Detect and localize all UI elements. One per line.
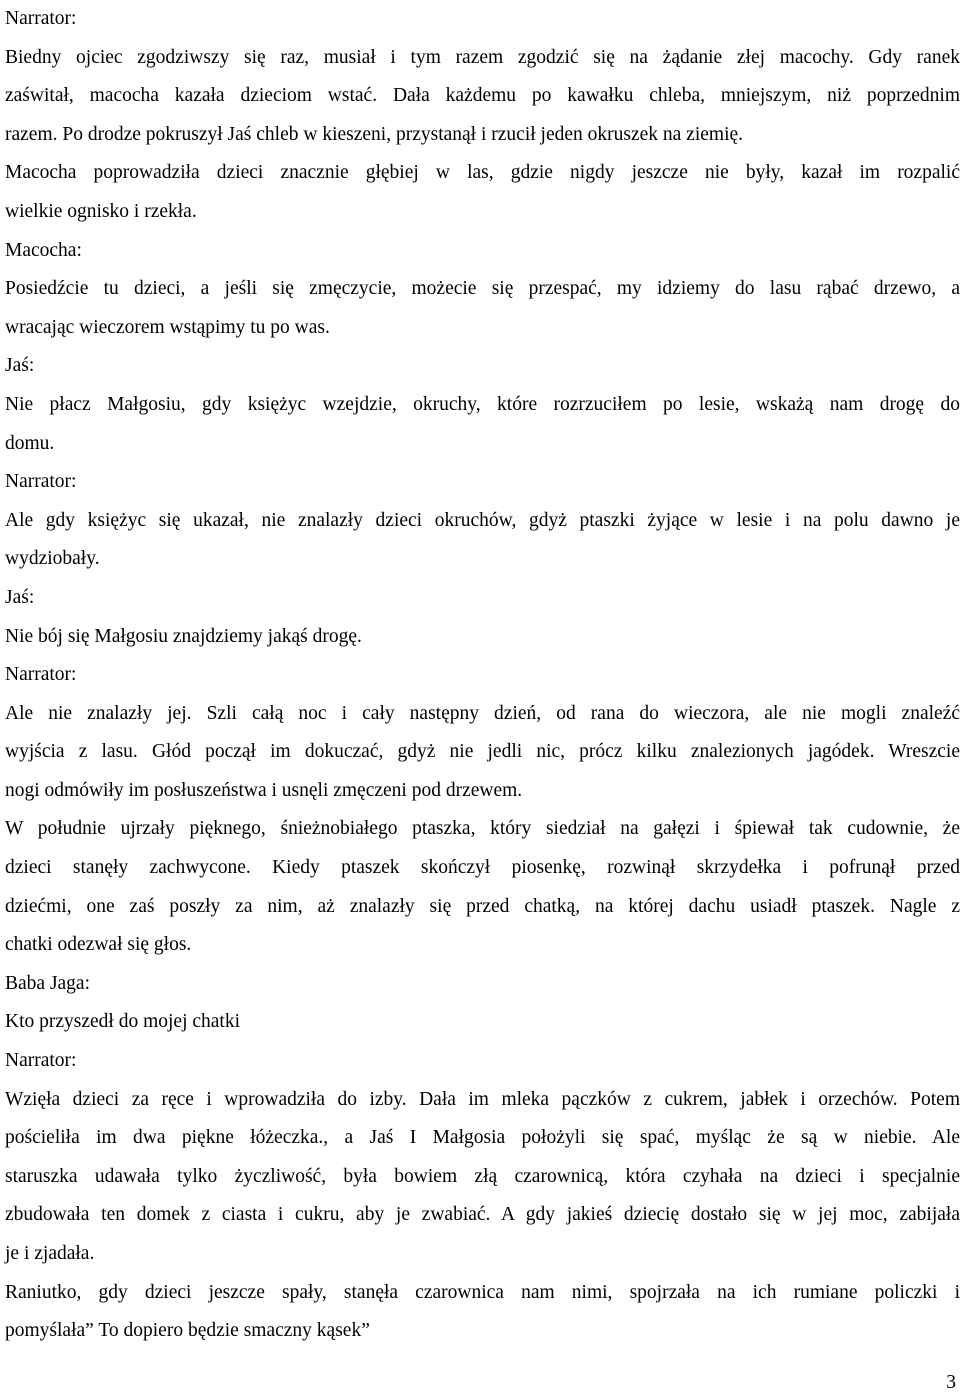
text-line: Ale nie znalazły jej. Szli całą noc i cały następny dzień, od rana do wieczora, ale nie mogli znaleźć: [5, 702, 960, 724]
text-line: wracając wieczorem wstąpimy tu po was.: [5, 316, 330, 338]
text-line: chatki odezwał się głos.: [5, 934, 192, 956]
text-line: wielkie ognisko i rzekła.: [5, 200, 197, 222]
speaker-label: Narrator:: [5, 8, 77, 29]
speaker-label: Jaś:: [5, 355, 35, 377]
text-line: pościeliła im dwa piękne łóżeczka., a Jaś I Małgosia położyli się spać, myśląc że są w niebie. Ale: [5, 1127, 960, 1149]
text-line: nogi odmówiły im posłuszeństwa i usnęli zmęczeni pod drzewem.: [5, 779, 523, 801]
text-line: wyjścia z lasu. Głód począł im dokuczać, gdyż nie jedli nic, prócz kilku znalezionych jagódek. Wreszcie: [5, 741, 960, 763]
text-line: zbudowała ten domek z ciasta i cukru, aby je zwabiać. A gdy jakieś dziecię dostało się w jej moc, zabijała: [5, 1204, 960, 1226]
speaker-label: Baba Jaga:: [5, 972, 91, 994]
document-page: [5, 0, 960, 1351]
text-line: Wzięła dzieci za ręce i wprowadziła do izby. Dała im mleka pączków z cukrem, jabłek i orzechów. Potem: [5, 1088, 960, 1110]
text-line: dziećmi, one zaś poszły za nim, aż znalazły się przed chatką, na której dachu usiadł ptaszek. Nagle z: [5, 895, 960, 917]
text-line: Biedny ojciec zgodziwszy się raz, musiał i tym razem zgodzić się na żądanie złej macochy. Gdy ranek: [5, 46, 960, 68]
text-line: Ale gdy księżyc się ukazał, nie znalazły dzieci okruchów, gdyż ptaszki żyjące w lesie i na polu dawno je: [5, 509, 960, 531]
text-line: W południe ujrzały pięknego, śnieżnobiałego ptaszka, który siedział na gałęzi i śpiewał tak cudownie, że: [5, 818, 960, 840]
text-line: Macocha poprowadziła dzieci znacznie głębiej w las, gdzie nigdy jeszcze nie były, kazał im rozpalić: [5, 162, 960, 184]
text-line: Nie płacz Małgosiu, gdy księżyc wzejdzie, okruchy, które rozrzuciłem po lesie, wskażą nam drogę do: [5, 393, 960, 415]
text-line: Nie bój się Małgosiu znajdziemy jakąś drogę.: [5, 625, 362, 647]
speaker-label: Jaś:: [5, 586, 35, 608]
text-line: staruszka udawała tylko życzliwość, była bowiem złą czarownicą, która czyhała na dzieci i specjalnie: [5, 1165, 960, 1187]
page-number: 3: [946, 1372, 956, 1393]
text-line: Raniutko, gdy dzieci jeszcze spały, stanęła czarownica nam nimi, spojrzała na ich rumiane policzki i: [5, 1281, 960, 1303]
text-line: domu.: [5, 432, 55, 454]
text-line: wydziobały.: [5, 548, 100, 570]
text-line: dzieci stanęły zachwycone. Kiedy ptaszek skończył piosenkę, rozwinął skrzydełka i pofrunął przed: [5, 857, 960, 879]
speaker-label: Narrator:: [5, 664, 77, 686]
text-line: Posiedźcie tu dzieci, a jeśli się zmęczycie, możecie się przespać, my idziemy do lasu rąbać drzewo, a: [5, 278, 960, 300]
speaker-label: Macocha:: [5, 239, 82, 261]
text-line: je i zjadała.: [5, 1243, 95, 1264]
speaker-label: Narrator:: [5, 1050, 77, 1072]
text-line: razem. Po drodze pokruszył Jaś chleb w kieszeni, przystanął i rzucił jeden okruszek na ziemię.: [5, 123, 744, 145]
speaker-label: Narrator:: [5, 471, 77, 493]
text-line: pomyślała” To dopiero będzie smaczny kąsek”: [5, 1320, 370, 1342]
text-line: Kto przyszedł do mojej chatki: [5, 1011, 241, 1033]
text-line: zaświtał, macocha kazała dzieciom wstać. Dała każdemu po kawałku chleba, mniejszym, niż poprzednim: [5, 85, 960, 107]
